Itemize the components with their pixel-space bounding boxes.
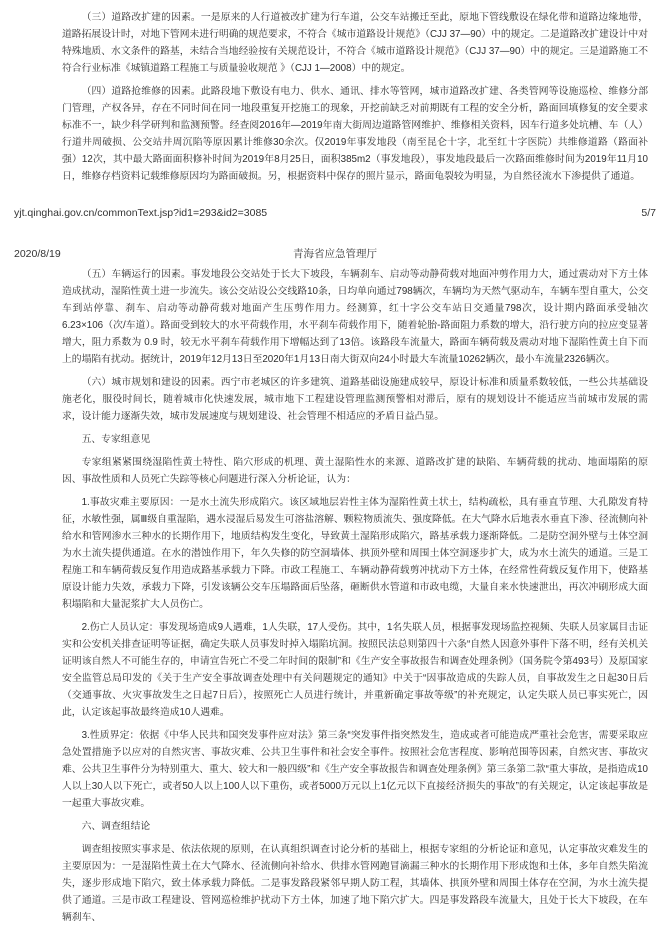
print-footer-url: yjt.qinghai.gov.cn/commonText.jsp?id1=293&id2=3085 xyxy=(14,207,268,219)
paragraph-main-causes: 1.事故灾难主要原因：一是水土流失形成陷穴。该区域地层岩性主体为湿陷性黄土状土，结构疏松，具有垂直节理、大孔隙发育特征，水敏性强，属Ⅲ级自重湿陷，遇水浸湿后易发生可溶盐溶解、颗粒物质流失、强度降低。在大气降水后地表水垂直下渗、径流侧向补给水和管网渗水三种水的长期作用下，地质结构发生变化，导致黄土湿陷形成陷穴，路基承载力逐渐降低。二是防空洞外壁与土体空洞为水土流失提供通道。在水的潜蚀作用下，年久失修的防空洞墙体、拱顶外壁和周围土体空洞逐步扩大，成为水土流失的通道。三是工程施工和车辆荷载反复作用造成路基承载力下降。市政工程施工、车辆动静荷载剪冲扰动下方土体，在经常性荷载反复作用下，使路基原设计能力失效，承载力下降，引发该辆公交车压塌路面后坠落，砸断供水管道和市政电缆，大量自来水快速泄出，再次冲刷形成大面积塌陷和大量泥浆扩大人员伤亡。 xyxy=(62,497,648,610)
print-footer xyxy=(14,205,656,222)
print-header-date: 2020/8/19 xyxy=(14,248,61,260)
heading-investigation-conclusion: 六、调查组结论 xyxy=(81,821,151,832)
page1-body xyxy=(62,0,648,185)
paragraph-road-repair-factor: （四）道路抢维修的因素。此路段地下敷设有电力、供水、通讯、排水等管网，城市道路改扩建、各类管网等设施巡检、维修分部门管理，产权各异，存在不同时间在同一地段重复开挖施工的现象，开挖前缺乏对前期既有工程的安全分析，路面回填修复的安全要求标准不一，缺少科学研判和监测预警。经查阅2016年—2019年南大街周边道路管网维护、维修相关资料，因车行道多处坑槽、车（人）行道井周破损、公交站井周沉陷等原因累计维修30余次。仅2019年事发地段（南至昆仑十字，北至红十字医院）共维修道路（路面补强）12次，其中最大路面面积修补时间为2019年8月25日，面积385m2（事发地段），事发地段最后一次路面维修时间为2019年11月10日，维修存档资料记载维修原因均为路面破损。另，根据资料中保存的照片显示，路面龟裂较为明显，为自然径流水下渗提供了通道。 xyxy=(62,86,648,182)
paragraph-road-reconstruction-factor: （三）道路改扩建的因素。一是原来的人行道被改扩建为行车道，公交车站搬迁至此，原地下管线敷设在绿化带和道路边缘地带，道路拓展设计时，对地下管网未进行明确的规范要求，不符合《城市道路设计规范》（CJJ 37—90）中的规定。二是道路改扩建设计中对特殊地质、水文条件的路基，未结合当地经验按有关规范设计，不符合《城市道路设计规范》（CJJ 37—90）中的规定。三是道路施工不符合行业标准《城镇道路工程施工与质量验收规范 》（CJJ 1—2008）中的规定。 xyxy=(62,12,648,74)
print-header xyxy=(14,246,656,263)
paragraph-nature-definition: 3.性质界定：依据《中华人民共和国突发事件应对法》第三条“突发事件指突然发生，造成或者可能造成严重社会危害，需要采取应急处置措施予以应对的自然灾害、事故灾难、公共卫生事件和社会安全事件。按照社会危害程度、影响范围等因素，自然灾害、事故灾难、公共卫生事件分为特别重大、重大、较大和一般四级”和《生产安全事故报告和调查处理条例》第三条第二款“重大事故，是指造成10人以上30人以下死亡，或者50人以上100人以下重伤，或者5000万元以上1亿元以下直接经济损失的事故”的有关规定，认定该起事故是一起重大事故灾难。 xyxy=(62,730,648,809)
heading-expert-opinions: 五、专家组意见 xyxy=(81,434,151,445)
paragraph-expert-intro: 专家组紧紧围绕湿陷性黄土特性、陷穴形成的机理、黄土湿陷性水的来源、道路改扩建的缺陷、车辆荷载的扰动、地面塌陷的原因、事故性质和人员死亡失踪等核心问题进行深入分析论证，认为： xyxy=(62,457,648,485)
paragraph-casualty-determination: 2.伤亡人员认定：事发现场造成9人遇难，1人失联，17人受伤。其中，1名失联人员，根据事发现场监控视频、失联人员家属目击证实和公安机关排查证明等证据，确定失联人员事发时掉入塌陷坑洞。按照民法总则第四十六条“自然人因意外事件下落不明，经有关机关证明该自然人不可能生存的，申请宣告死亡不受二年时间的限制”和《生产安全事故报告和调查处理条例》（国务院令第493号）及原国家安全监管总局印发的《关于生产安全事故调查处理中有关问题规定的通知》中关于“因事故造成的失踪人员，自事故发生之日起30日后（交通事故、火灾事故发生之日起7日后），按照死亡人员进行统计，并重新确定事故等级”的补充规定，认定失联人员已事实死亡，因此，认定该起事故最终造成10人遇难。 xyxy=(62,622,648,718)
paragraph-urban-planning-factor: （六）城市规划和建设的因素。西宁市老城区的许多建筑、道路基础设施建成较早，原设计标准和质量系数较低，一些公共基础设施老化，服役时间长，随着城市化快速发展，城市地下工程建设管理监测预警相对滞后，原有的规划设计不能适应当前城市发展的需求，设计能力逐渐失效，城市发展速度与规划建设、社会管理不相适应的矛盾日益凸显。 xyxy=(62,377,648,422)
paragraph-conclusion: 调查组按照实事求是、依法依规的原则，在认真组织调查讨论分析的基础上，根据专家组的分析论证和意见，认定事故灾难发生的主要原因为：一是湿陷性黄土在大气降水、径流侧向补给水、供排水管网跑冒滴漏三种水的长期作用下形成饱和土体，多年自然失陷流失，逐步形成地下陷穴，致土体承载力降低。二是事发路段紧邻早期人防工程，其墙体、拱顶外壁和周围土体存在空洞，为水土流失提供了通道。三是市政工程建设、管网巡检维护扰动下方土体，加速了地下陷穴扩大。四是事发路段车流量大，且处于长大下坡段，在车辆刹车、 xyxy=(62,844,648,923)
page2-body xyxy=(62,263,648,926)
print-footer-page-number: 5/7 xyxy=(641,207,656,219)
paragraph-vehicle-operation-factor: （五）车辆运行的因素。事发地段公交站处于长大下坡段，车辆刹车、启动等动静荷载对地面冲剪作用力大，通过震动对下方土体造成扰动，湿陷性黄土进一步流失。该公交站设公交线路10条，日均单向通过798辆次，车辆均为天然气驱动车，车辆车型自重大，公交车到站停靠、刹车、启动等动静荷载对地面产生压剪作用力。经测算，红十字公交车站日交通量798次，设计期内路面承受轴次6.23×106（次/车道）。路面受到较大的水平荷载作用，水平刹车荷载作用下，随着轮胎-路面阻力系数的增大，沿行驶方向的拉应变显著增大，阻力系数为 0.9 时，较无水平刹车荷载作用下增幅达到了13倍。该路段车流量大，路面车辆荷载及震动对地下湿陷性黄土自下而上的塌陷有扰动。据统计，2019年12月13日至2020年1月13日南大街双向24小时最大车流量10262辆次，最小车流量2326辆次。 xyxy=(62,269,648,365)
print-header-site-title: 青海省应急管理厅 xyxy=(293,248,377,260)
